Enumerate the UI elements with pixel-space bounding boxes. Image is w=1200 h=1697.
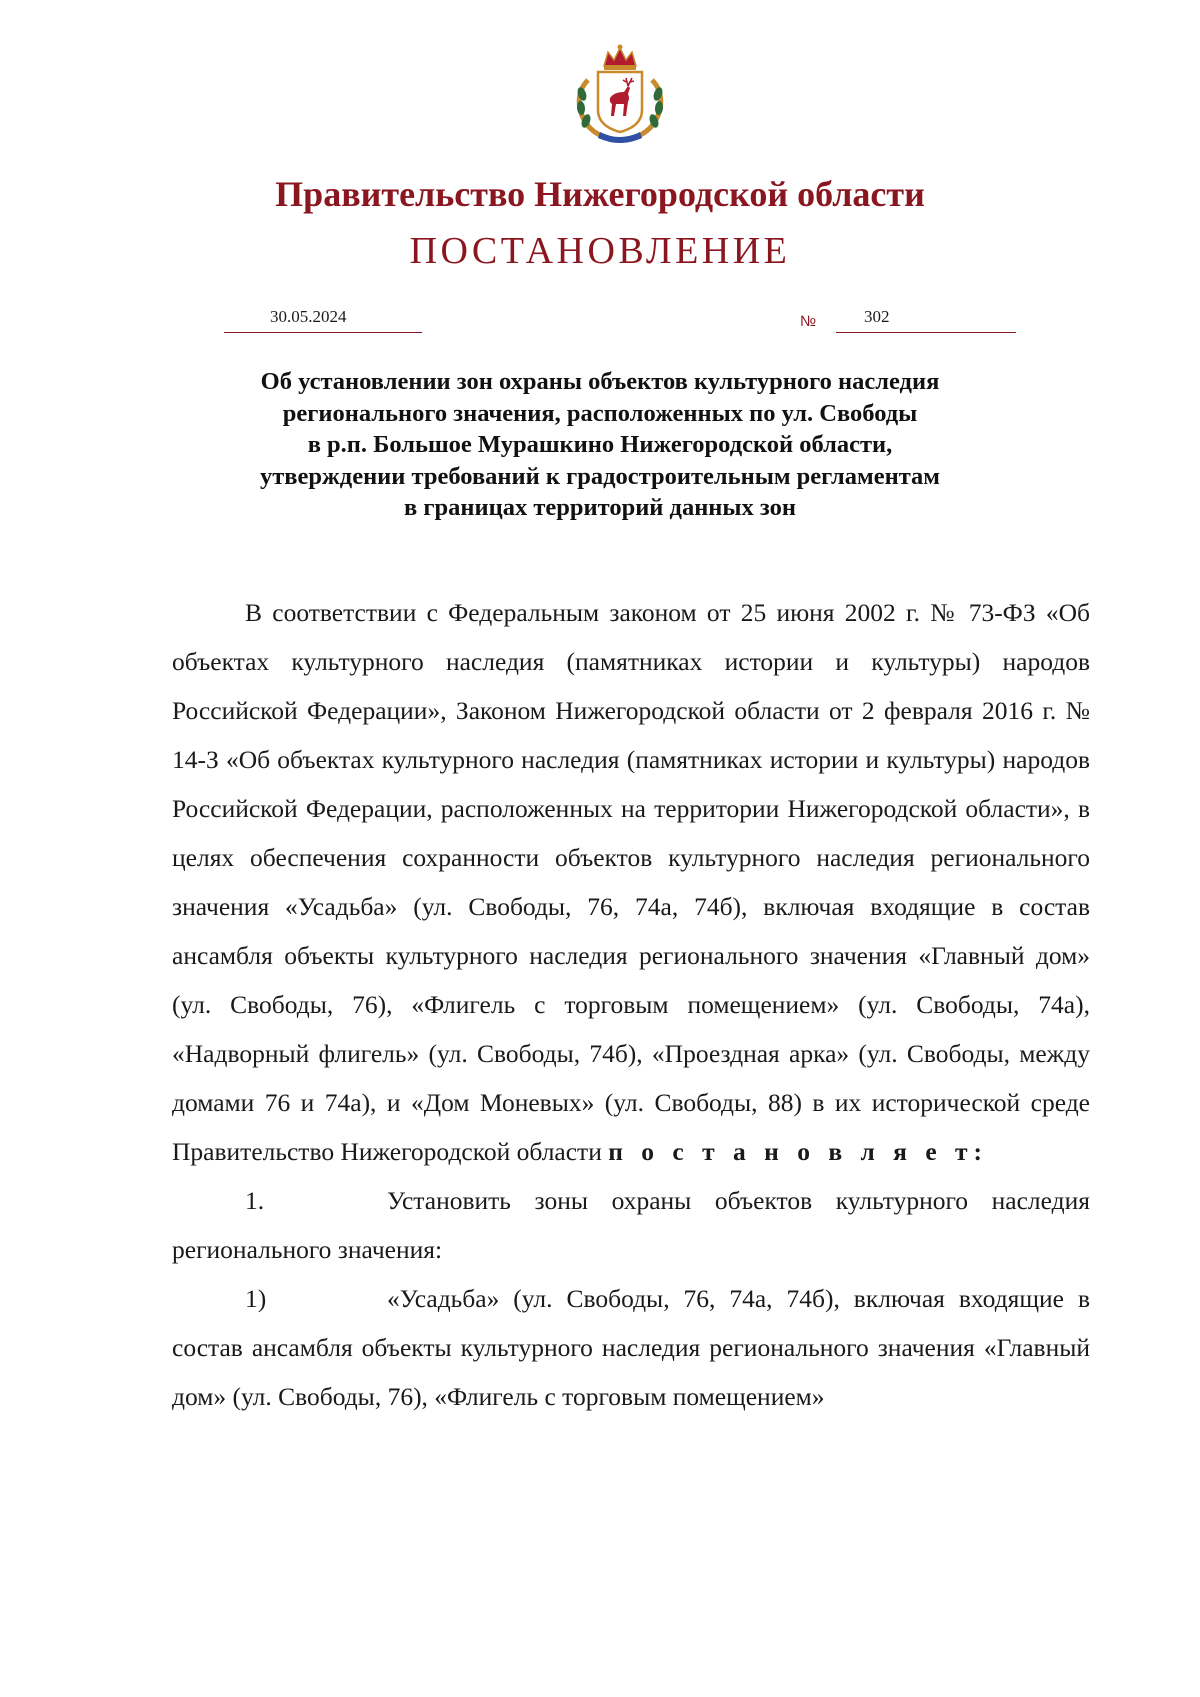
document-body [172, 588, 1090, 1421]
number-sign: № [800, 313, 817, 330]
item-1-paragraph [172, 1176, 1090, 1274]
document-type: ПОСТАНОВЛЕНИЕ [409, 230, 791, 272]
number-value: 302 [864, 307, 890, 326]
heading-line: утверждении требований к градостроительным регламентам [260, 462, 940, 490]
subitem-1-paragraph [172, 1274, 1090, 1421]
heading-line: регионального значения, расположенных по ул. Свободы [282, 399, 918, 427]
subitem-1-text: «Усадьба» (ул. Свободы, 76, 74а, 74б), включая входящие в состав ансамбля объекты культурного наследия регионального значения «Главный дом» (ул. Свободы, 76), «Флигель с торговым помещением» [172, 1284, 1090, 1411]
coat-of-arms-icon [568, 40, 672, 144]
heading-line: в границах территорий данных зон [404, 494, 796, 521]
preamble-paragraph [172, 588, 1090, 1176]
date-value: 30.05.2024 [270, 307, 347, 326]
heading-line: Об установлении зон охраны объектов культурного наследия [260, 368, 940, 395]
decree-word: п о с т а н о в л я е т: [608, 1137, 989, 1166]
number-field [836, 306, 1016, 333]
subitem-1-number: 1) [245, 1284, 267, 1313]
date-field [224, 306, 422, 333]
document-heading [150, 366, 1050, 524]
preamble-text: В соответствии с Федеральным законом от 25 июня 2002 г. № 73-ФЗ «Об объектах культурного наследия (памятниках истории и культуры) народов Российской Федерации», Законом Нижегородской области от 2 февраля 2016 г. № 14-З «Об объектах культурного наследия (памятниках истории и культуры) народов Российской Федерации, расположенных на территории Нижегородской области», в целях обеспечения сохранности объектов культурного наследия регионального значения «Усадьба» (ул. Свободы, 76, 74а, 74б), включая входящие в состав ансамбля объекты культурного наследия регионального значения «Главный дом» (ул. Свободы, 76), «Флигель с торговым помещением» (ул. Свободы, 74а), «Надворный флигель» (ул. Свободы, 74б), «Проездная арка» (ул. Свободы, между домами 76 и 74а), и «Дом Моневых» (ул. Свободы, 88) в их исторической среде Правительство Нижегородской области [172, 598, 1090, 1166]
item-1-number: 1. [245, 1186, 265, 1215]
organization-title: Правительство Нижегородской области [275, 174, 925, 214]
heading-line: в р.п. Большое Мурашкино Нижегородской области, [307, 431, 893, 458]
item-1-text: Установить зоны охраны объектов культурного наследия регионального значения: [172, 1186, 1090, 1264]
